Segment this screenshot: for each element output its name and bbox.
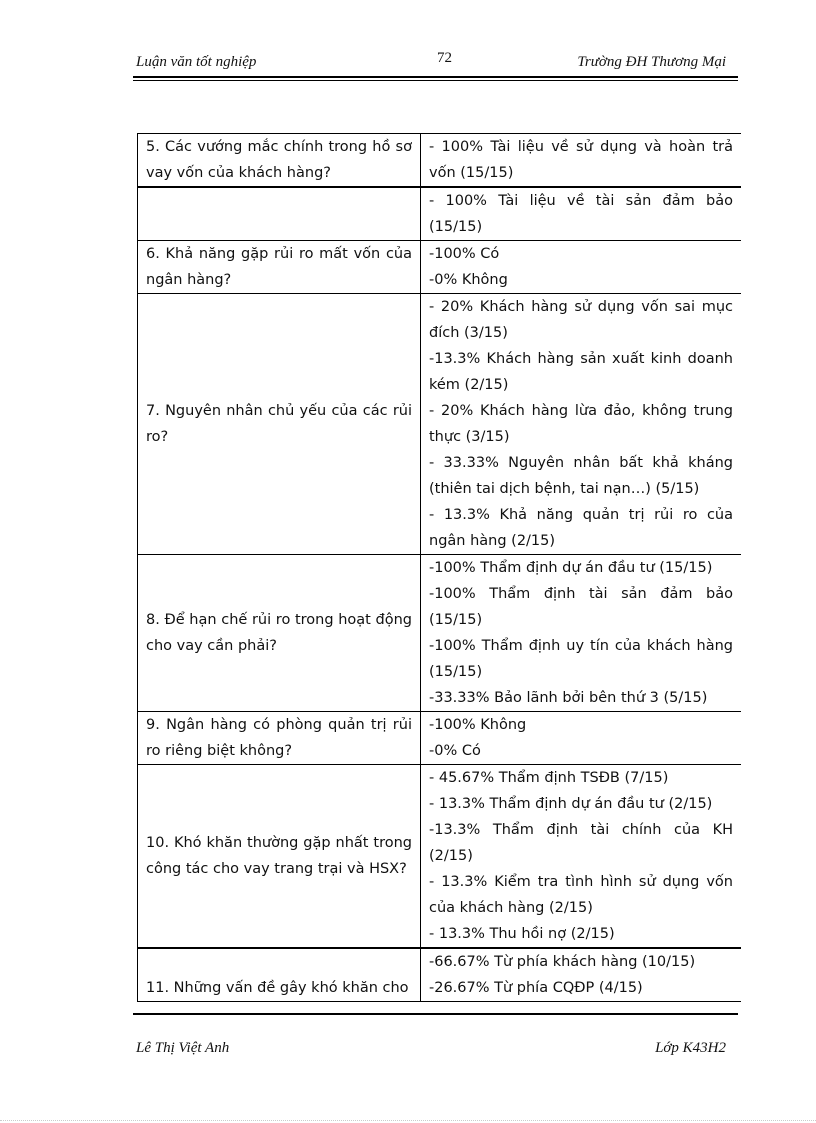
footer-rule <box>133 1013 738 1015</box>
question-cell: 10. Khó khăn thường gặp nhất trong công tác cho vay trang trại và HSX? <box>138 765 421 949</box>
answer-line: -100% Thẩm định dự án đầu tư (15/15) <box>429 560 713 576</box>
answer-line: -100% Thẩm định tài sản đảm bảo (15/15) <box>429 586 733 628</box>
answer-line: -100% Không <box>429 717 527 733</box>
page-number: 72 <box>437 50 452 66</box>
answer-line: -66.67% Từ phía khách hàng (10/15) <box>429 954 696 970</box>
footer-left: Lê Thị Việt Anh <box>136 1040 230 1056</box>
answer-line: - 13.3% Thẩm định dự án đầu tư (2/15) <box>429 796 713 812</box>
answer-line: - 100% Tài liệu về tài sản đảm bảo (15/15) <box>429 193 733 235</box>
question-cell: 8. Để hạn chế rủi ro trong hoạt động cho vay cần phải? <box>138 555 421 712</box>
question-cell: 9. Ngân hàng có phòng quản trị rủi ro riêng biệt không? <box>138 712 421 765</box>
table-row <box>138 241 742 294</box>
answer-line: -100% Có <box>429 246 500 262</box>
table-row <box>138 712 742 765</box>
answer-line: -26.67% Từ phía CQĐP (4/15) <box>429 980 643 996</box>
header-rule-thin <box>133 80 738 81</box>
answer-line: -33.33% Bảo lãnh bởi bên thứ 3 (5/15) <box>429 690 708 706</box>
answer-line: - 13.3% Thu hồi nợ (2/15) <box>429 926 615 942</box>
answer-cell <box>421 765 742 949</box>
question-cell: 7. Nguyên nhân chủ yếu của các rủi ro? <box>138 294 421 555</box>
table-row <box>138 948 742 1002</box>
answer-cell <box>421 241 742 294</box>
survey-table-container <box>137 133 741 1013</box>
question-cell <box>138 187 421 241</box>
footer-right: Lớp K43H2 <box>655 1040 726 1056</box>
table-row <box>138 765 742 949</box>
survey-table <box>137 133 741 1002</box>
answer-line: - 20% Khách hàng lừa đảo, không trung thực (3/15) <box>429 403 733 445</box>
answer-cell <box>421 712 742 765</box>
table-row <box>138 555 742 712</box>
answer-line: - 20% Khách hàng sử dụng vốn sai mục đích (3/15) <box>429 299 733 341</box>
answer-cell <box>421 134 742 188</box>
table-row <box>138 134 742 188</box>
answer-cell <box>421 294 742 555</box>
table-row <box>138 187 742 241</box>
header-right: Trường ĐH Thương Mại <box>577 54 726 70</box>
answer-line: - 33.33% Nguyên nhân bất khả kháng (thiên tai dịch bệnh, tai nạn…) (5/15) <box>429 455 733 497</box>
answer-line: -100% Thẩm định uy tín của khách hàng (15/15) <box>429 638 733 680</box>
header-left: Luận văn tốt nghiệp <box>136 54 257 70</box>
answer-cell <box>421 187 742 241</box>
answer-line: -13.3% Khách hàng sản xuất kinh doanh kém (2/15) <box>429 351 733 393</box>
answer-line: -0% Không <box>429 272 508 288</box>
answer-line: - 100% Tài liệu về sử dụng và hoàn trả vốn (15/15) <box>429 139 733 181</box>
answer-line: -13.3% Thẩm định tài chính của KH (2/15) <box>429 822 733 864</box>
question-cell: 6. Khả năng gặp rủi ro mất vốn của ngân hàng? <box>138 241 421 294</box>
answer-line: - 45.67% Thẩm định TSĐB (7/15) <box>429 770 669 786</box>
header-rule <box>133 76 738 78</box>
question-cell: 11. Những vấn đề gây khó khăn cho <box>138 948 421 1002</box>
table-row <box>138 294 742 555</box>
answer-cell <box>421 948 742 1002</box>
page-edge <box>0 1120 816 1121</box>
question-cell: 5. Các vướng mắc chính trong hồ sơ vay vốn của khách hàng? <box>138 134 421 188</box>
answer-line: - 13.3% Khả năng quản trị rủi ro của ngân hàng (2/15) <box>429 507 733 549</box>
answer-line: - 13.3% Kiểm tra tình hình sử dụng vốn của khách hàng (2/15) <box>429 874 733 916</box>
answer-line: -0% Có <box>429 743 481 759</box>
answer-cell <box>421 555 742 712</box>
